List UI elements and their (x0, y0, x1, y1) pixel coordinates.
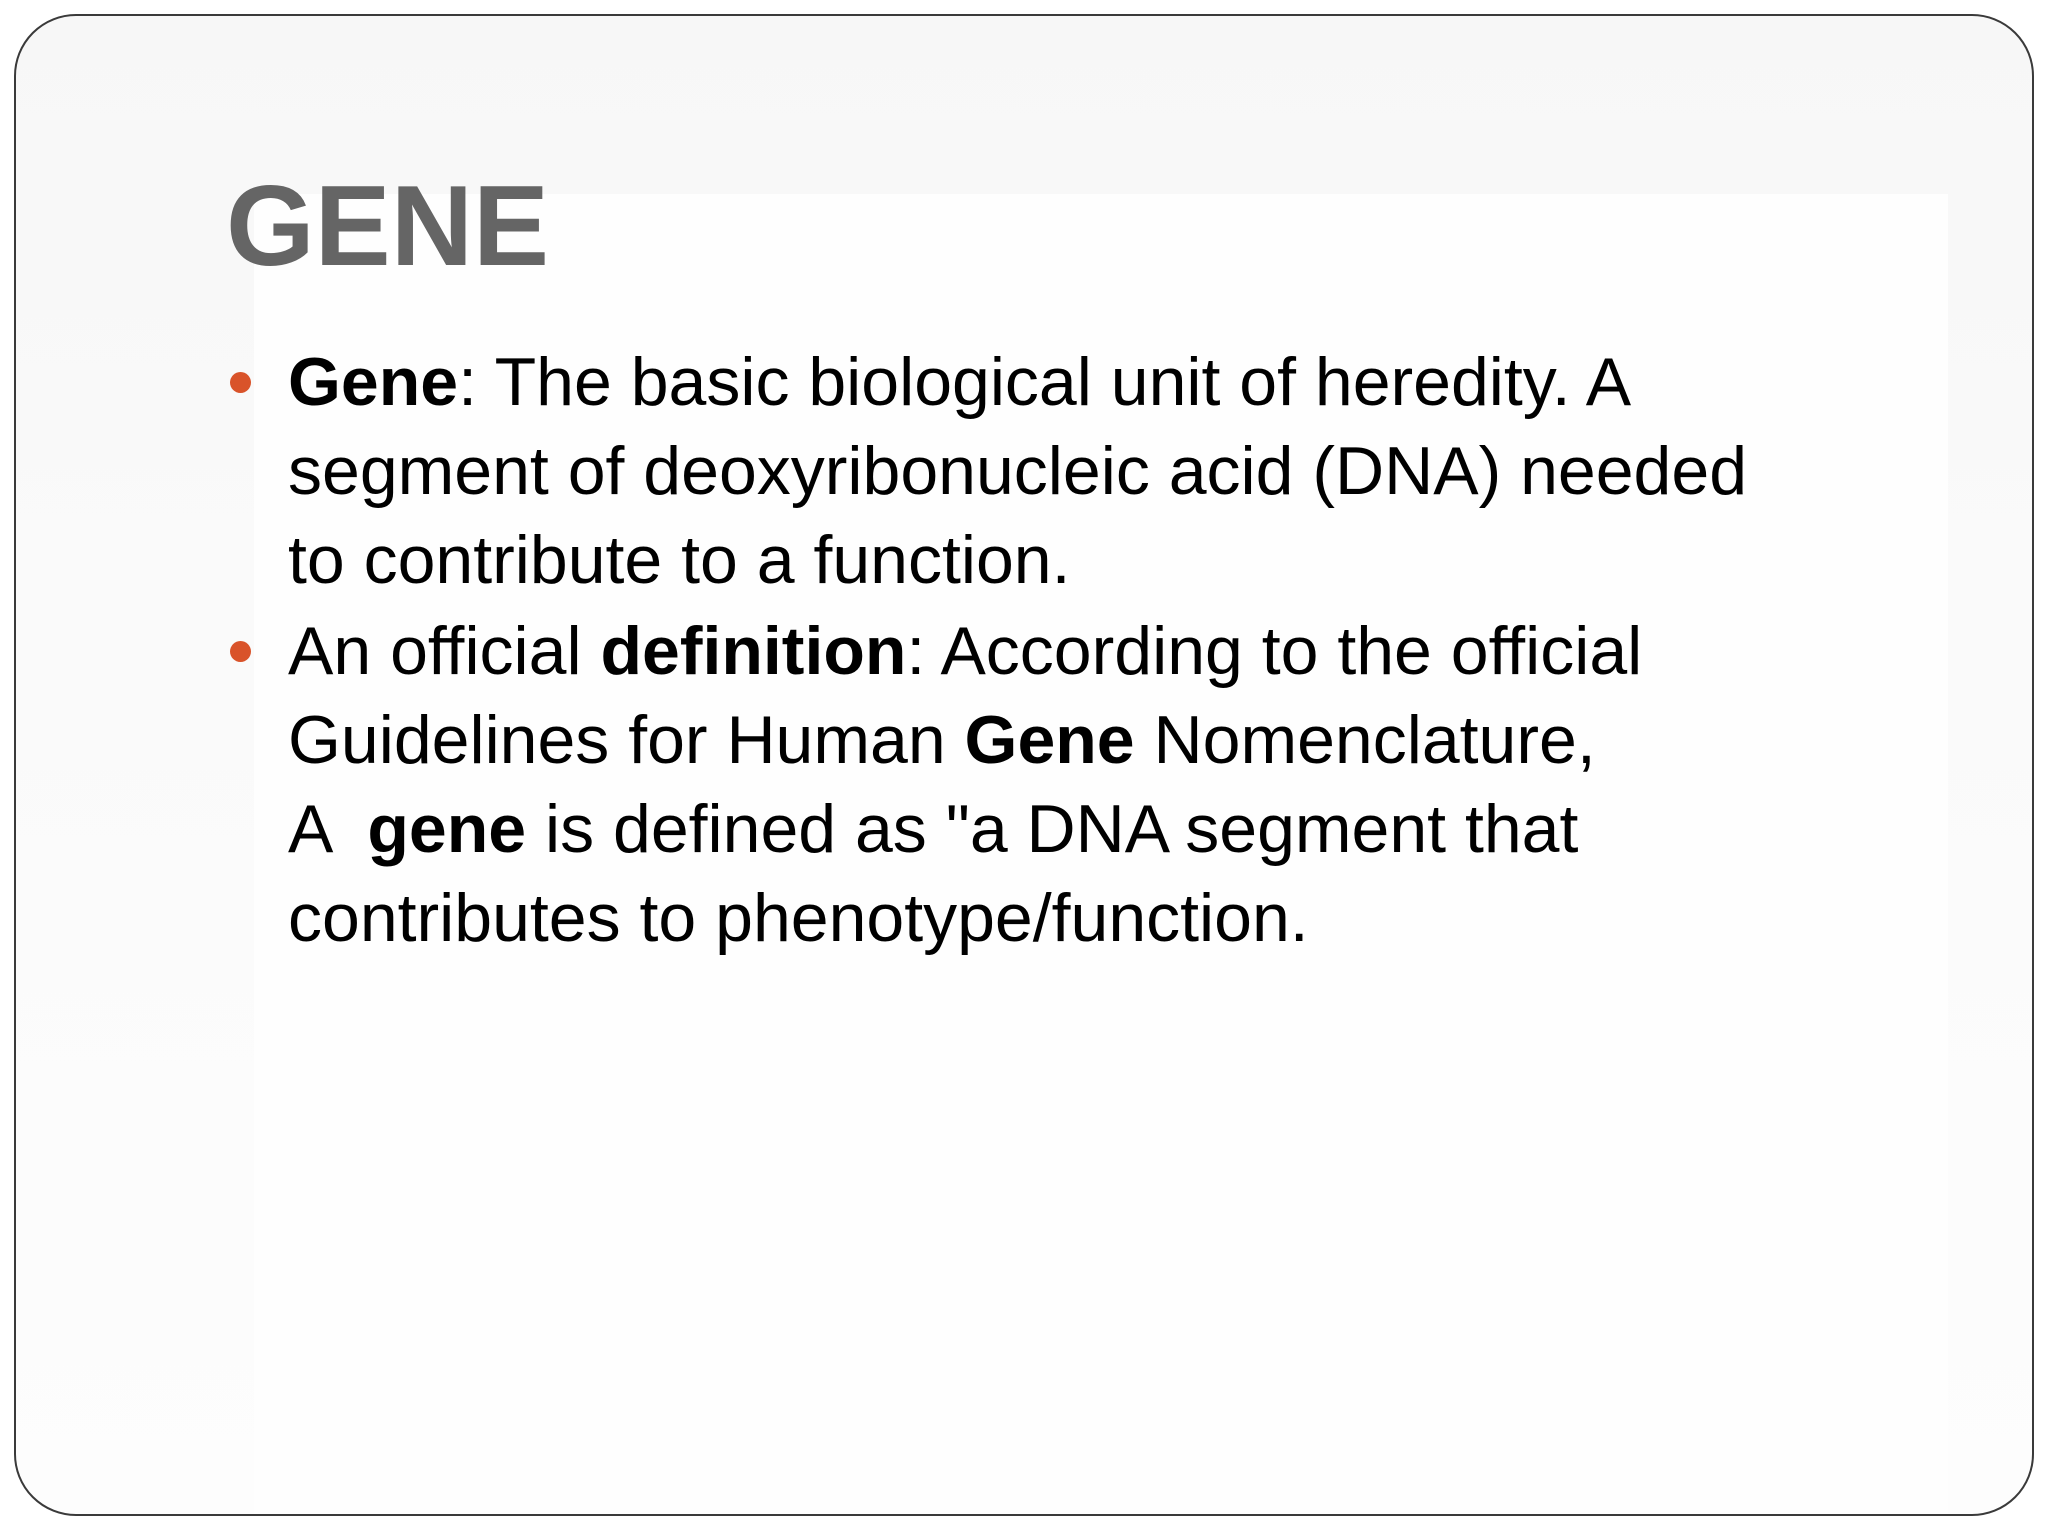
text-segment: contributes to phenotype/function. (288, 880, 1309, 956)
bullet-line (288, 785, 1926, 874)
bullet-dot-icon (230, 372, 251, 393)
bullet-line (288, 696, 1926, 785)
slide-title: GENE (226, 163, 550, 290)
bold-term: definition (600, 613, 907, 689)
text-segment: : The basic biological unit of heredity. A (458, 344, 1632, 420)
text-segment: Nomenclature, (1134, 702, 1596, 778)
bullet-item (226, 338, 1926, 605)
text-segment: An official (288, 613, 601, 689)
bullet-line (288, 874, 1926, 963)
bold-term: Gene (288, 344, 459, 420)
text-segment: A (288, 791, 368, 867)
bold-term: Gene (964, 702, 1135, 778)
bullet-item (226, 607, 1926, 963)
text-segment: segment of deoxyribonucleic acid (DNA) needed (288, 433, 1748, 509)
text-segment: is defined as "a DNA segment that (526, 791, 1579, 867)
text-segment: to contribute to a function. (288, 522, 1071, 598)
bullet-line (288, 607, 1926, 696)
text-segment: Guidelines for Human (288, 702, 965, 778)
bullet-text (288, 607, 1926, 963)
bullet-line (288, 516, 1926, 605)
text-segment: : According to the official (906, 613, 1643, 689)
bullet-dot-icon (230, 641, 251, 662)
bullet-text (288, 338, 1926, 605)
bold-term: gene (367, 791, 527, 867)
bullet-list (226, 338, 1926, 965)
bullet-line (288, 427, 1926, 516)
bullet-line (288, 338, 1926, 427)
